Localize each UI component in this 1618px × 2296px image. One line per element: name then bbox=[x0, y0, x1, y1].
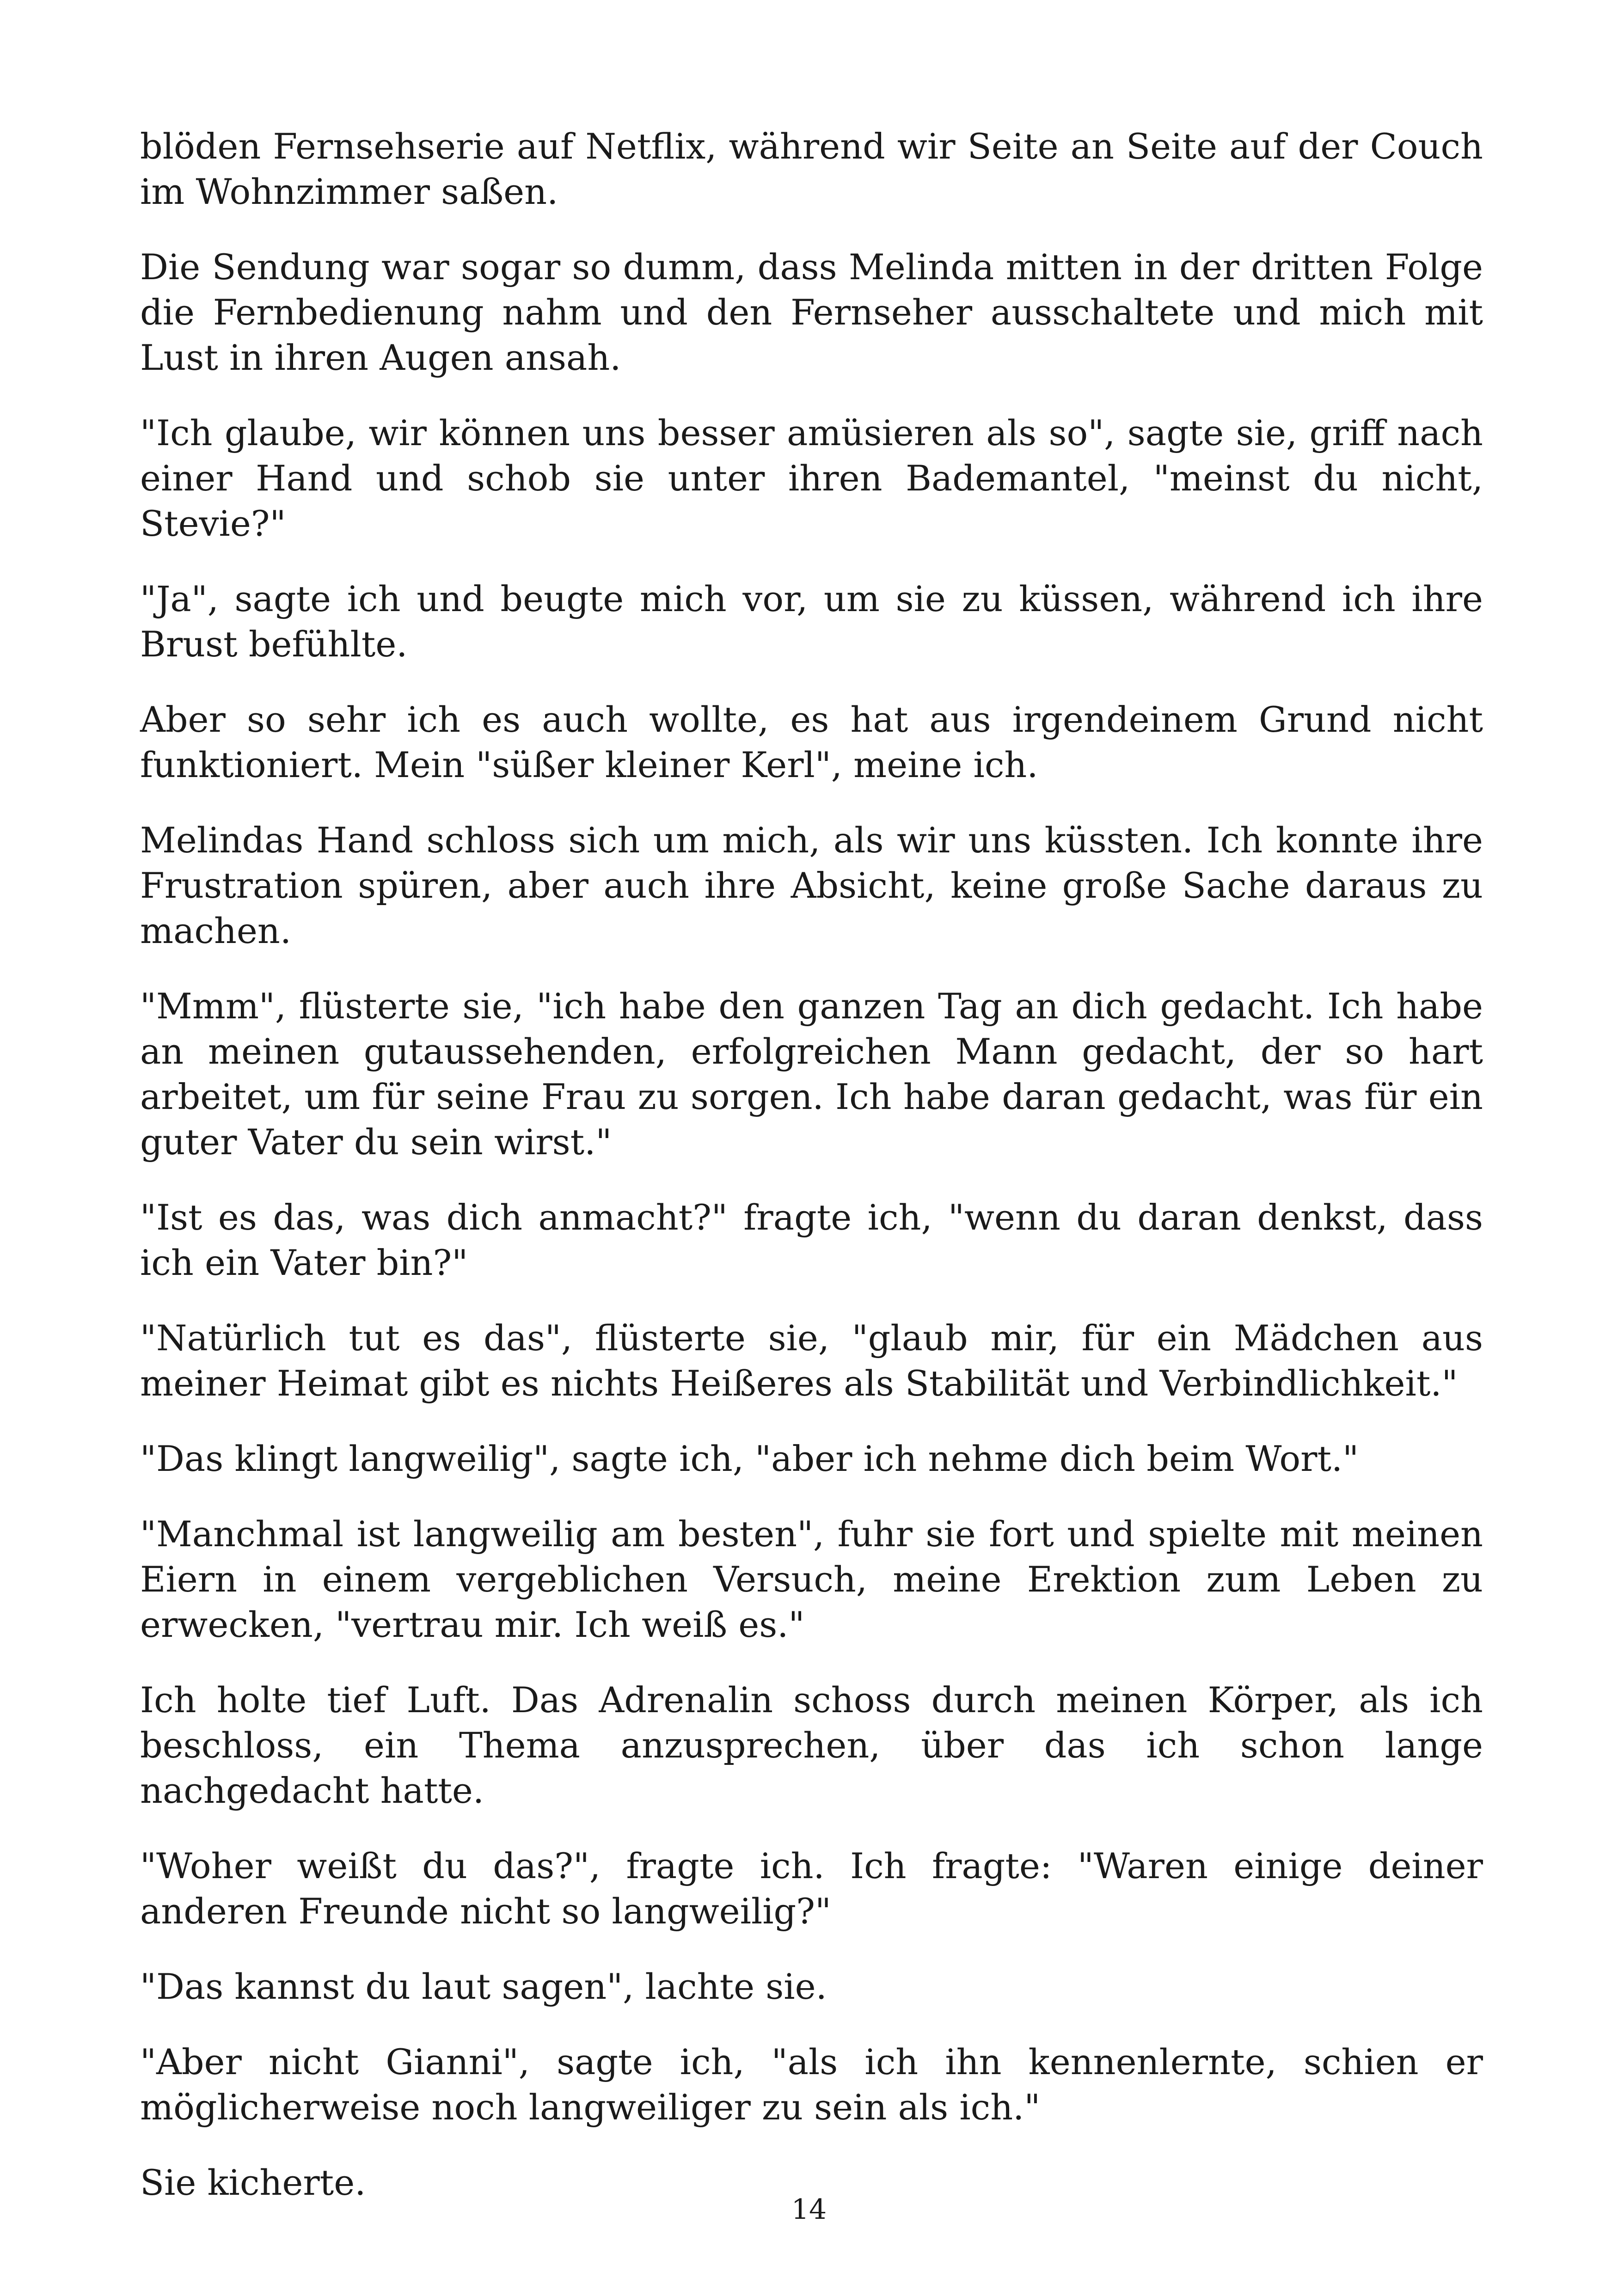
body-text bbox=[140, 124, 1483, 2235]
paragraph: "Das klingt langweilig", sagte ich, "aber ich nehme dich beim Wort." bbox=[140, 1438, 1359, 1479]
paragraph: Melindas Hand schloss sich um mich, als wir uns küssten. Ich konnte ihre Frustration spüren, aber auch ihre Absicht, keine große Sache daraus zu machen. bbox=[140, 820, 1483, 951]
paragraph: "Aber nicht Gianni", sagte ich, "als ich ihn kennenlernte, schien er möglicherweise noch langweiliger zu sein als ich." bbox=[140, 2041, 1483, 2128]
paragraph: "Ja", sagte ich und beugte mich vor, um sie zu küssen, während ich ihre Brust befühlte. bbox=[140, 578, 1483, 665]
paragraph: "Das kannst du laut sagen", lachte sie. bbox=[140, 1966, 827, 2007]
paragraph: "Ist es das, was dich anmacht?" fragte ich, "wenn du daran denkst, dass ich ein Vater bin?" bbox=[140, 1197, 1483, 1283]
paragraph: "Manchmal ist langweilig am besten", fuhr sie fort und spielte mit meinen Eiern in einem vergeblichen Versuch, meine Erektion zum Leben zu erwecken, "vertrau mir. Ich weiß es." bbox=[140, 1513, 1483, 1645]
paragraph: "Ich glaube, wir können uns besser amüsieren als so", sagte sie, griff nach einer Hand und schob sie unter ihren Bademantel, "meinst du nicht, Stevie?" bbox=[140, 412, 1483, 544]
paragraph: Sie kicherte. bbox=[140, 2162, 366, 2203]
paragraph: Ich holte tief Luft. Das Adrenalin schoss durch meinen Körper, als ich beschloss, ein Thema anzusprechen, über das ich schon lange nachgedacht hatte. bbox=[140, 1679, 1483, 1811]
paragraph: Die Sendung war sogar so dumm, dass Melinda mitten in der dritten Folge die Fernbedienung nahm und den Fernseher ausschaltete und mich mit Lust in ihren Augen ansah. bbox=[140, 246, 1483, 378]
paragraph: "Mmm", flüsterte sie, "ich habe den ganzen Tag an dich gedacht. Ich habe an meinen gutaussehenden, erfolgreichen Mann gedacht, der so hart arbeitet, um für seine Frau zu sorgen. Ich habe daran gedacht, was für ein guter Vater du sein wirst." bbox=[140, 986, 1483, 1163]
paragraph: Aber so sehr ich es auch wollte, es hat aus irgendeinem Grund nicht funktioniert. Mein "süßer kleiner Kerl", meine ich. bbox=[140, 699, 1483, 785]
page-number: 14 bbox=[791, 2193, 827, 2226]
paragraph: "Natürlich tut es das", flüsterte sie, "glaub mir, für ein Mädchen aus meiner Heimat gibt es nichts Heißeres als Stabilität und Verbindlichkeit." bbox=[140, 1317, 1483, 1404]
paragraph: blöden Fernsehserie auf Netflix, während wir Seite an Seite auf der Couch im Wohnzimmer saßen. bbox=[140, 126, 1483, 212]
paragraph: "Woher weißt du das?", fragte ich. Ich fragte: "Waren einige deiner anderen Freunde nicht so langweilig?" bbox=[140, 1845, 1483, 1932]
